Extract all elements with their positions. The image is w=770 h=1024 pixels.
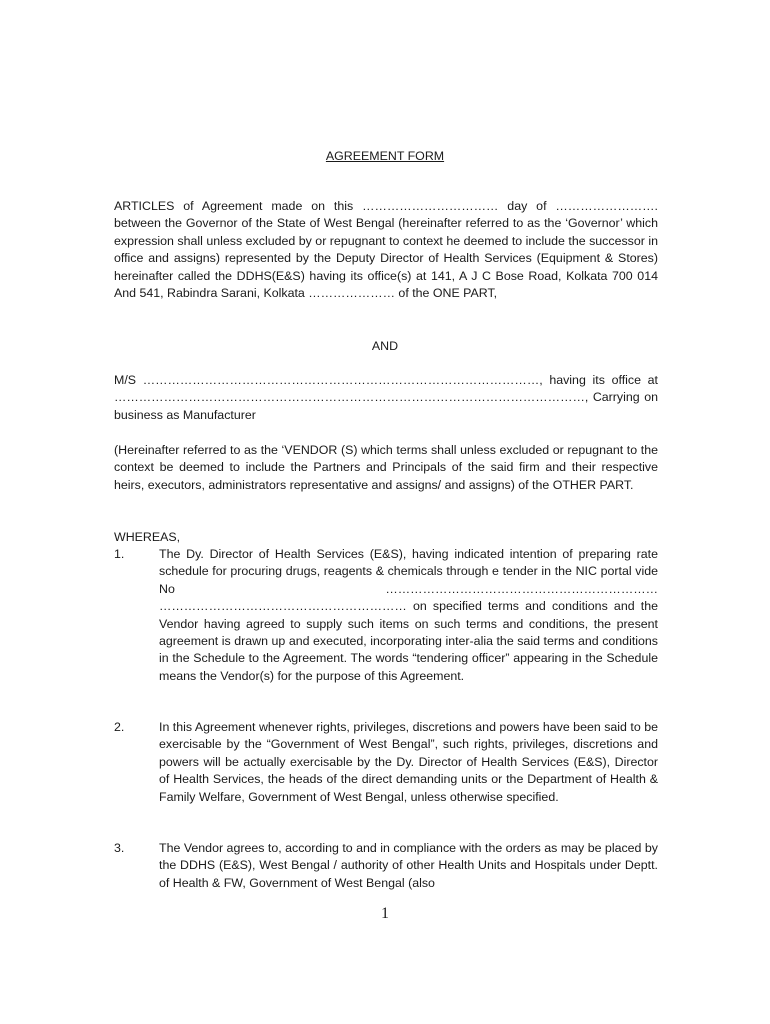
and-separator: AND [371, 339, 399, 353]
page-number: 1 [381, 905, 389, 922]
item-number: 2. [114, 720, 125, 734]
page-title: AGREEMENT FORM [325, 149, 445, 163]
item-text: The Vendor agrees to, according to and in compliance with the orders as may be placed by the DDHS (E&S), West Bengal / authority of other Health Units and Hospitals under Deptt. of Health & FW, Government of West Bengal (also [159, 841, 658, 890]
item-text: The Dy. Director of Health Services (E&S), having indicated intention of preparing rate schedule for procuring drugs, reagents & chemicals through e tender in the NIC portal vide No ………………………………………………………… …………………………………………………… on specified terms and conditions and the Vendor having agreed to supply such items on such terms and conditions, the present agreement is drawn up and executed, incorporating inter-alia the said terms and conditions in the Schedule to the Agreement. The words “tendering officer” appearing in the Schedule means the Vendor(s) for the purpose of this Agreement. [159, 547, 658, 683]
vendor-paragraph: M/S ……………………………………………………………………………………, having its office at ……………………………………………………………………………………………………, Carrying on business as Manufacturer [114, 373, 658, 422]
item-text: In this Agreement whenever rights, privileges, discretions and powers have been said to be exercisable by the “Government of West Bengal”, such rights, privileges, discretions and powers will be actually exercisable by the Dy. Director of Health Services (E&S), Director of Health Services, the heads of the direct demanding units or the Department of Health & Family Welfare, Government of West Bengal, unless otherwise specified. [159, 720, 658, 804]
whereas-heading: WHEREAS, [114, 530, 181, 544]
hereinafter-paragraph: (Hereinafter referred to as the ‘VENDOR (S) which terms shall unless excluded or repugnant to the context be deemed to include the Partners and Principals of the said firm and their respective heirs, executors, administrators representative and assigns/ and assigns) of the OTHER PART. [114, 443, 658, 492]
item-number: 3. [114, 841, 125, 855]
item-number: 1. [114, 547, 125, 561]
articles-paragraph: ARTICLES of Agreement made on this …………………………… day of ……………………. between the Governor of the State of West Bengal (hereinafter referred to as the ‘Governor’ which expression shall unless excluded by or repugnant to context he deemed to include the successor in office and assigns) represented by the Deputy Director of Health Services (Equipment & Stores) hereinafter called the DDHS(E&S) having its office(s) at 141, A J C Bose Road, Kolkata 700 014 And 541, Rabindra Sarani, Kolkata ………………… of the ONE PART, [114, 199, 658, 301]
